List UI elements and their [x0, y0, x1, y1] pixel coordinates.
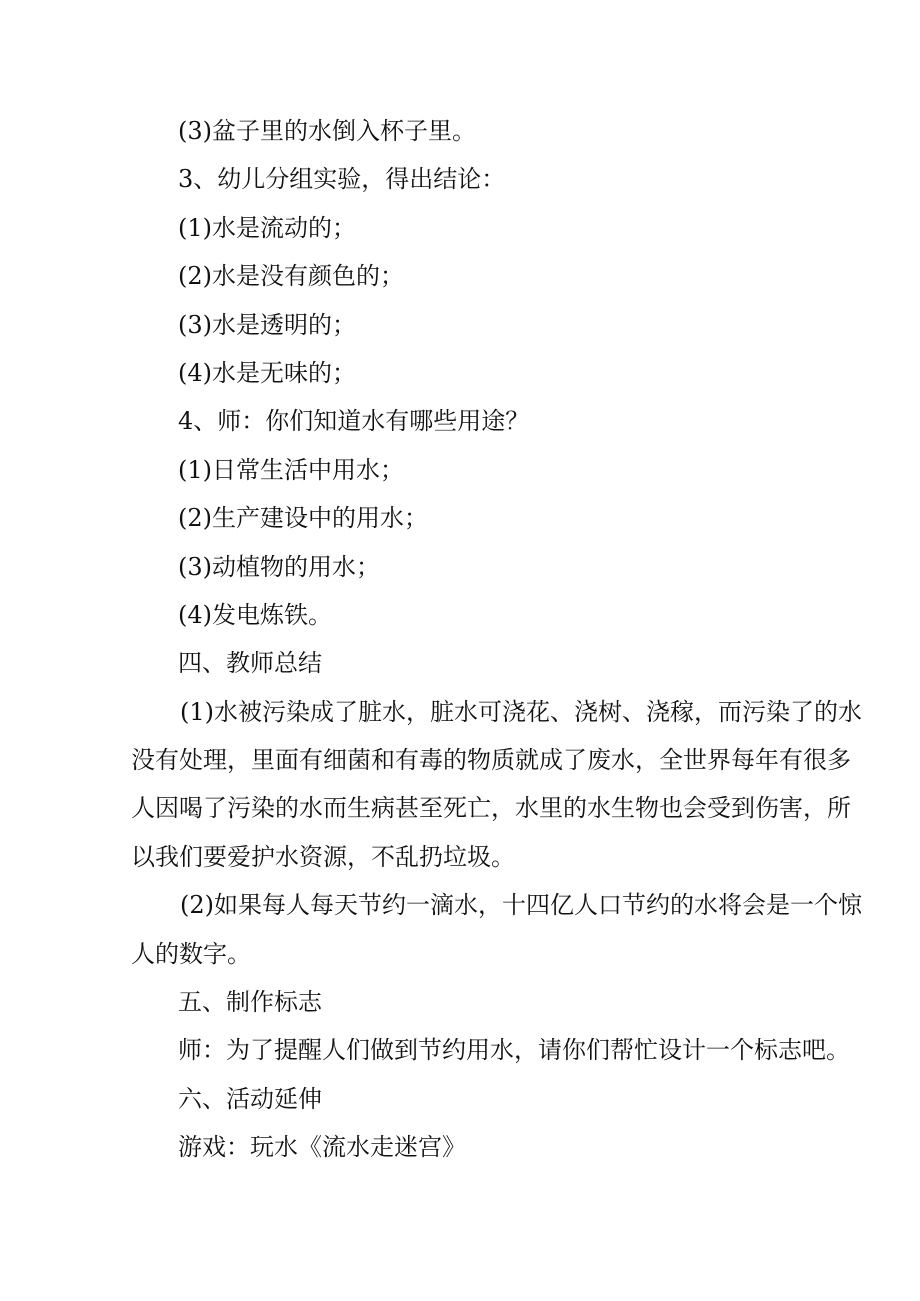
paragraph-line: 以我们要爱护水资源，不乱扔垃圾。 — [131, 842, 515, 871]
paragraph-line: (1)水被污染成了脏水，脏水可浇花、浇树、浇稼，而污染了的水 — [180, 697, 862, 726]
paragraph-line: 游戏：玩水《流水走迷宫》 — [178, 1133, 466, 1162]
paragraph-line: 人的数字。 — [131, 939, 251, 968]
paragraph-line: 师：为了提醒人们做到节约用水，请你们帮忙设计一个标志吧。 — [178, 1036, 850, 1065]
list-item: (3)动植物的用水； — [178, 552, 380, 581]
paragraph-line: 没有处理，里面有细菌和有毒的物质就成了废水，全世界每年有很多 — [131, 746, 851, 775]
section-heading: 4、师：你们知道水有哪些用途？ — [178, 407, 530, 436]
part-heading: 六、活动延伸 — [178, 1084, 322, 1113]
part-heading: 四、教师总结 — [178, 649, 322, 678]
part-heading: 五、制作标志 — [178, 988, 322, 1017]
list-item: (4)发电炼铁。 — [178, 600, 332, 629]
list-item: (3)水是透明的； — [178, 310, 356, 339]
paragraph-line: 人因喝了污染的水而生病甚至死亡，水里的水生物也会受到伤害，所 — [131, 794, 851, 823]
list-item: (3)盆子里的水倒入杯子里。 — [178, 117, 476, 145]
document-page — [131, 107, 862, 1172]
list-item: (2)生产建设中的用水； — [178, 504, 428, 533]
list-item: (2)水是没有颜色的； — [178, 262, 404, 291]
section-heading: 3、幼儿分组实验，得出结论： — [178, 165, 506, 194]
list-item: (1)水是流动的； — [178, 213, 356, 242]
list-item: (4)水是无味的； — [178, 358, 356, 387]
summary-paragraph — [131, 881, 862, 978]
summary-paragraph — [131, 688, 862, 882]
list-item: (1)日常生活中用水； — [178, 455, 404, 484]
paragraph-line: (2)如果每人每天节约一滴水，十四亿人口节约的水将会是一个惊 — [180, 891, 862, 920]
